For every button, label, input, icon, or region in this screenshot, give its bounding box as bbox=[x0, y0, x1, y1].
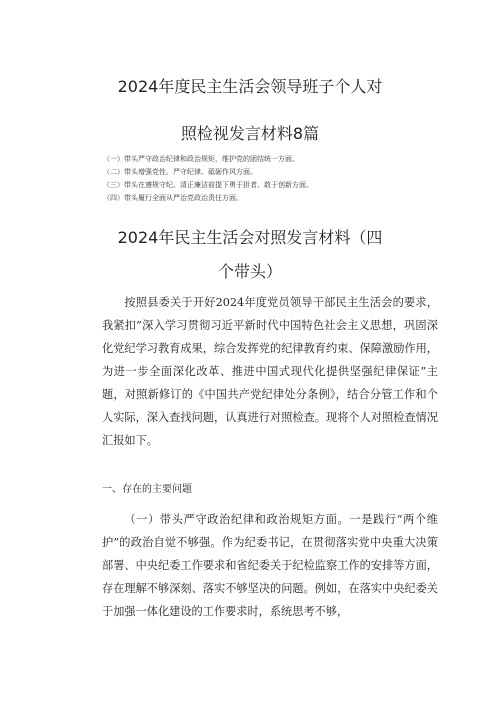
intro-paragraph: 按照县委关于开好2024年度党员领导干部民主生活会的要求，我紧扣”深入学习贯彻习近平新时代中国特色社会主义思想，巩固深化党纪学习教育成果，综合发挥党的纪律教育约束、保障激励作用，为进一步全面深化改革、推进中国式现代化提供坚强纪律保证”主题，对照新修订的《中国共产党纪律处分条例》，结合分管工作和个人实际，深入查找问题，认真进行对照检查。现将个人对照检查情况汇报如下。 bbox=[102, 296, 438, 447]
section-title-line-2: 个带头） bbox=[217, 262, 282, 281]
toc-item: （三）带头在遵规守纪、清正廉洁前提下勇于担者、敢于创新方面。 bbox=[103, 181, 313, 189]
toc-item: （一）带头严守政治纪律和政治规矩，维护党的团结统一方面。 bbox=[103, 155, 299, 163]
document-title-line-2: 照检视发言材料8篇 bbox=[180, 124, 320, 143]
section-title-line-1: 2024年民主生活会对照发言材料（四 bbox=[117, 228, 383, 247]
toc-item: （四）带头履行全面从严治党政治责任方面。 bbox=[103, 194, 243, 202]
toc-item: （二）带头增强党性、严守纪律、砥砺作风方面。 bbox=[103, 168, 257, 176]
section-heading: 一、存在的主要问题 bbox=[102, 484, 192, 495]
table-of-contents bbox=[103, 153, 433, 205]
body-paragraph: （一）带头严守政治纪律和政治规矩方面。一是践行“两个维护”的政治自觉不够强。作为纪委书记，在贯彻落实党中央重大决策部署、中央纪委工作要求和省纪委关于纪检监察工作的安排等方面，存在理解不够深刻、落实不够坚决的问题。例如，在落实中央纪委关于加强一体化建设的工作要求时，系统思考不够， bbox=[102, 513, 438, 618]
document-title-line-1: 2024年度民主生活会领导班子个人对 bbox=[117, 77, 383, 96]
